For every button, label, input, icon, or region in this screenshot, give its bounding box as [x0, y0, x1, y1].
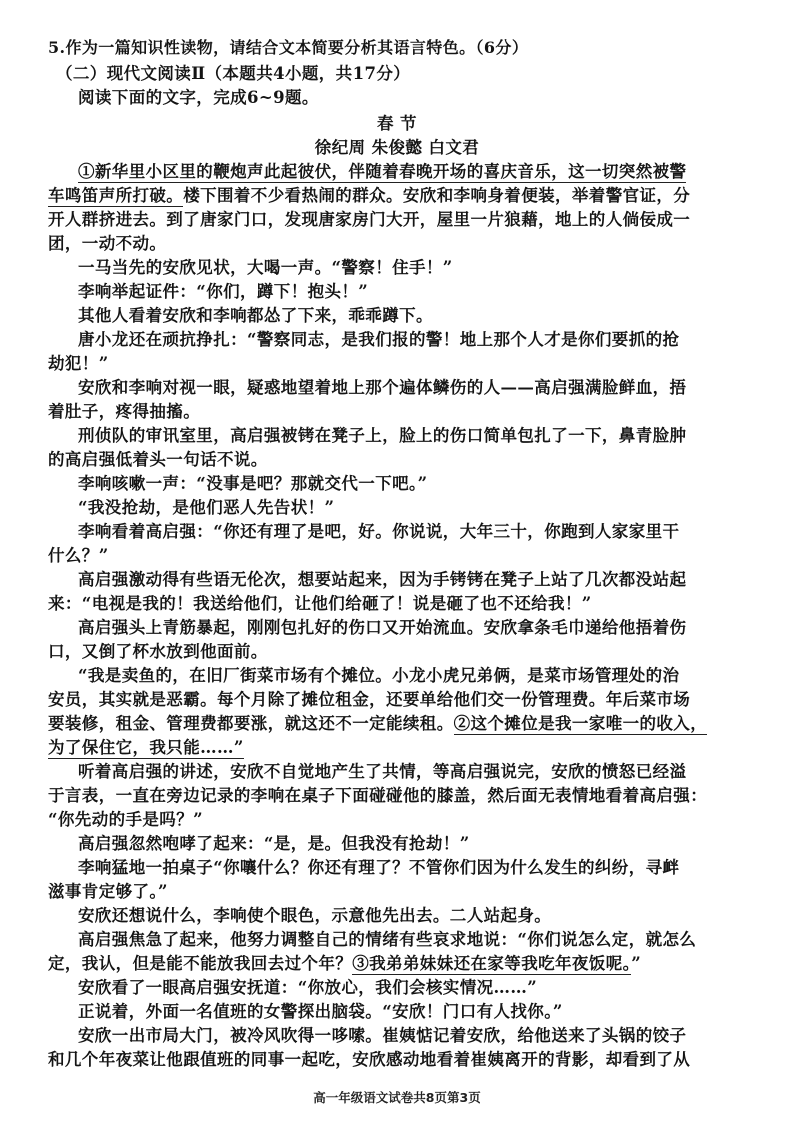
paragraph-13-line-2: 安员，其实就是恶霸。每个月除了摊位租金，还要单给他们交一份管理费。年后菜市场: [48, 690, 691, 709]
paragraph-12-line-2: 口，又倒了杯水放到他面前。: [48, 642, 268, 661]
paragraph-18-line-2: 定，我认，但是能不能放我回去过个年？③我弟弟妹妹还在家等我吃年夜饭呢。”: [48, 954, 642, 973]
reading-instruction: 阅读下面的文字，完成6~9题。: [78, 88, 319, 107]
paragraph-3: 李响举起证件：“你们，蹲下！抱头！”: [78, 282, 369, 301]
paragraph-14-line-2: 于言表，一直在旁边记录的李响在桌子下面碰碰他的膝盖，然后面无表情地看着高启强：: [48, 786, 708, 805]
underline-1: ①新华里小区里的鞭炮声此起彼伏，伴随着春晚开场的喜庆音乐，这一切突然被警: [78, 162, 687, 181]
underline-2: ②这个摊位是我一家唯一的收入，: [453, 714, 708, 733]
paragraph-8: 李响咳嗽一声：“没事是吧？那就交代一下吧。”: [78, 474, 428, 493]
underline-2-cont: 为了保住它，我只能……”: [48, 738, 244, 757]
paragraph-18-line-1: 高启强焦急了起来，他努力调整自己的情绪有些哀求地说：“你们说怎么定，就怎么: [78, 930, 697, 949]
paragraph-11-line-1: 高启强激动得有些语无伦次，想要站起来，因为手铐铐在凳子上站了几次都没站起: [78, 570, 687, 589]
paragraph-10-line-1: 李响看着高启强：“你还有理了是吧，好。你说说，大年三十，你跑到人家家里干: [78, 522, 680, 541]
article-title: 春 节: [377, 114, 417, 133]
paragraph-17: 安欣还想说什么，李响使个眼色，示意他先出去。二人站起身。: [78, 906, 552, 925]
paragraph-12-line-1: 高启强头上青筋暴起，刚刚包扎好的伤口又开始流血。安欣拿条毛巾递给他捂着伤: [78, 618, 687, 637]
paragraph-7-line-1: 刑侦队的审讯室里，高启强被铐在凳子上，脸上的伤口简单包扎了一下，鼻青脸肿: [78, 426, 687, 445]
paragraph-21-line-2: 和几个年夜菜让他跟值班的同事一起吃，安欣感动地看着崔姨离开的背影，却看到了从: [48, 1050, 691, 1069]
paragraph-5-line-2: 劫犯！”: [48, 354, 109, 373]
page-footer: 高一年级语文试卷共8页第3页: [313, 1090, 481, 1105]
paragraph-19: 安欣看了一眼高启强安抚道：“你放心，我们会核实情况……”: [78, 978, 538, 997]
article-authors: 徐纪周 朱俊懿 白文君: [314, 138, 480, 157]
paragraph-14-line-3: “你先动的手是吗？”: [48, 810, 203, 829]
paragraph-15: 高启强忽然咆哮了起来：“是，是。但我没有抢劫！”: [78, 834, 470, 853]
section-header: （二）现代文阅读Ⅱ（本题共4小题，共17分）: [56, 64, 411, 83]
paragraph-1-line-1: [78, 160, 748, 184]
paragraph-1-line-3: 开人群挤进去。到了唐家门口，发现唐家房门大开，屋里一片狼藉，地上的人倘佞成一: [48, 210, 691, 229]
paragraph-14-line-1: 听着高启强的讲述，安欣不自觉地产生了共情，等高启强说完，安欣的愤怒已经溢: [78, 762, 687, 781]
paragraph-9: “我没抢劫，是他们恶人先告状！”: [78, 498, 335, 517]
paragraph-21-line-1: 安欣一出市局大门，被冷风吹得一哆嗦。崔姨惦记着安欣，给他送来了头锅的饺子: [78, 1026, 687, 1045]
underline-3: ③我弟弟妹妹还在家等我吃年夜饭呢。: [352, 954, 632, 973]
paragraph-1-line-2: 车鸣笛声所打破。楼下围着不少看热闹的群众。安欣和李响身着便装，举着警官证，分: [48, 186, 691, 205]
paragraph-5-line-1: 唐小龙还在顽抗挣扎：“警察同志，是我们报的警！地上那个人才是你们要抓的抢: [78, 330, 680, 349]
paragraph-10-line-2: 什么？”: [48, 546, 109, 565]
paragraph-6-line-1: 安欣和李响对视一眼，疑惑地望着地上那个遍体鳞伤的人——高启强满脸鲜血，捂: [78, 378, 687, 397]
paragraph-7-line-2: 的高启强低着头一句话不说。: [48, 450, 268, 469]
paragraph-11-line-2: 来：“电视是我的！我送给他们，让他们给砸了！说是砸了也不还给我！”: [48, 594, 592, 613]
paragraph-6-line-2: 着肚子，疼得抽搐。: [48, 402, 201, 421]
paragraph-13-line-4: [48, 736, 748, 760]
paragraph-20: 正说着，外面一名值班的女警探出脑袋。“安欣！门口有人找你。”: [78, 1002, 563, 1021]
paragraph-4: 其他人看着安欣和李响都怂了下来，乖乖蹲下。: [78, 306, 433, 325]
paragraph-16-line-2: 滋事肯定够了。”: [48, 882, 168, 901]
underline-1-cont: 车鸣笛声所打破。: [48, 186, 184, 205]
paragraph-2: 一马当先的安欣见状，大喝一声。“警察！住手！”: [78, 258, 453, 277]
paragraph-13-line-3: 要装修，租金、管理费都要涨，就这还不一定能续租。②这个摊位是我一家唯一的收入，: [48, 714, 708, 733]
question-5: 5.作为一篇知识性读物，请结合文本简要分析其语言特色。（6分）: [48, 38, 529, 57]
paragraph-13-line-1: “我是卖鱼的，在旧厂街菜市场有个摊位。小龙小虎兄弟俩，是菜市场管理处的治: [78, 666, 680, 685]
paragraph-16-line-1: 李响猛地一拍桌子“你嚷什么？你还有理了？不管你们因为什么发生的纠纷，寻衅: [78, 858, 680, 877]
paragraph-1-line-4: 团，一动不动。: [48, 234, 167, 253]
